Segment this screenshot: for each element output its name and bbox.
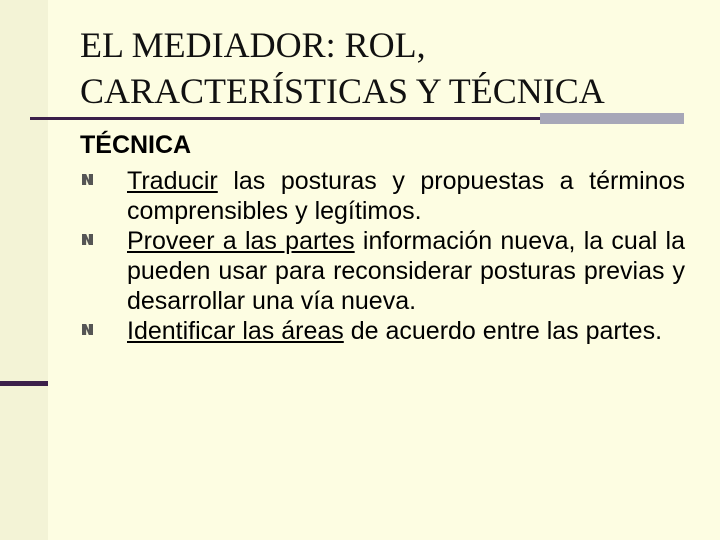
bullet-text: las posturas y propuestas a términos comprensibles y legítimos. <box>127 167 685 225</box>
bullet-list <box>80 166 685 346</box>
bullet-underlined-text: Identificar las áreas <box>127 317 344 345</box>
bullet-item <box>80 226 685 316</box>
bullet-n-icon <box>82 174 93 185</box>
bullet-n-icon <box>82 234 93 245</box>
bullet-underlined-text: Traducir <box>127 167 218 195</box>
title-line-2: CARACTERÍSTICAS Y TÉCNICA <box>80 71 605 111</box>
bullet-n-icon <box>82 324 93 335</box>
left-accent-bar <box>0 381 48 386</box>
section-heading: TÉCNICA <box>80 131 192 159</box>
left-margin-band <box>0 0 48 540</box>
bullet-item <box>80 316 685 346</box>
bullet-text: de acuerdo entre las partes. <box>343 317 663 345</box>
title-line-1: EL MEDIADOR: ROL, <box>80 25 426 65</box>
slide-title <box>80 22 700 114</box>
bullet-item <box>80 166 685 226</box>
bullet-underlined-text: Proveer a las partes <box>127 227 355 255</box>
bullet-text: información nueva, la cual la pueden usar para reconsiderar posturas previas y desarrollar una vía nueva. <box>127 227 686 315</box>
title-rule-accent <box>540 113 684 124</box>
